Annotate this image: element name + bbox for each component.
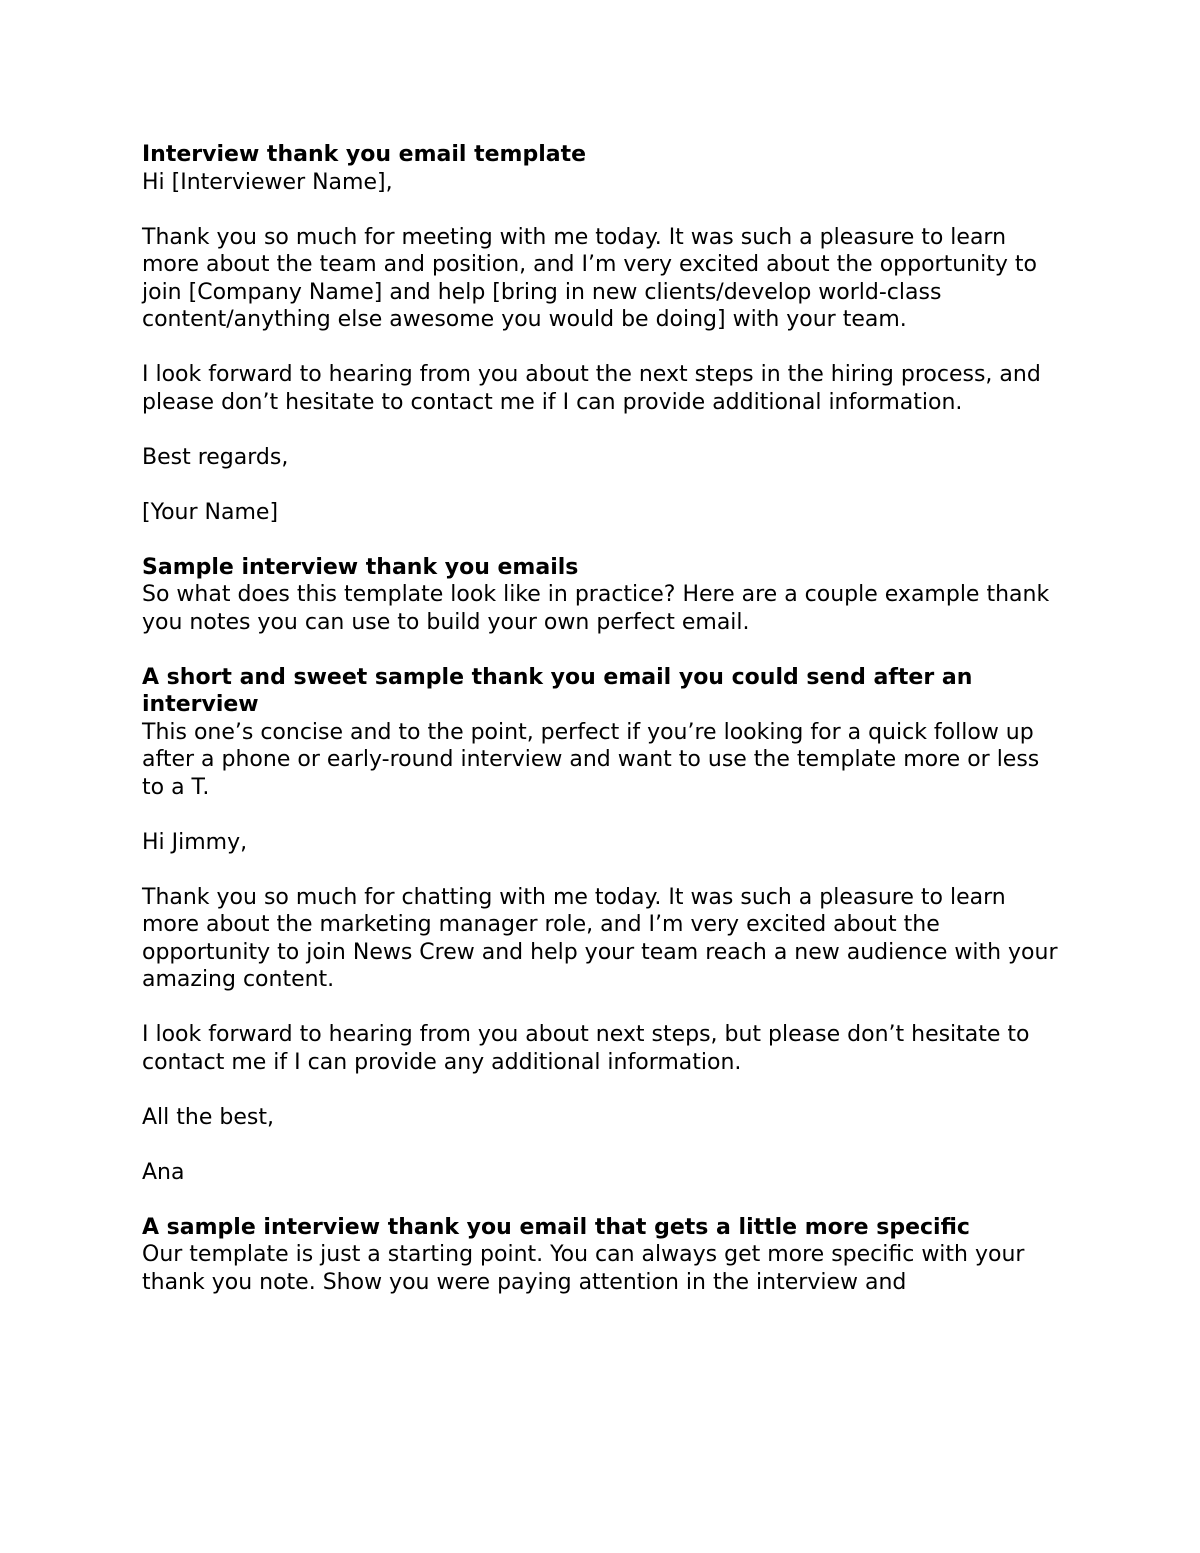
- paragraph-samples-intro: So what does this template look like in practice? Here are a couple example thank you notes you can use to build your own perfect email.: [142, 582, 1050, 635]
- section-heading-template: Interview thank you email template: [142, 142, 587, 167]
- greeting-short-sample: Hi Jimmy,: [142, 829, 248, 855]
- section-heading-samples: Sample interview thank you emails: [142, 554, 579, 580]
- paragraph-short-sample-body: Thank you so much for chatting with me today. It was such a pleasure to learn more about the marketing manager role, and I’m very excited about the opportunity to join News Crew and help your team reach a new audience with your amazing content.: [142, 884, 1058, 992]
- section-heading-specific-sample: A sample interview thank you email that gets a little more specific: [142, 1214, 970, 1240]
- paragraph-template-body: Thank you so much for meeting with me today. It was such a pleasure to learn more about the team and position, and I’m very excited about the opportunity to join [Company Name] and help [bring in new clients/develop world-class content/anything else awesome you would be doing] with your team.: [142, 224, 1037, 332]
- document-body: [142, 141, 1067, 1296]
- paragraph-specific-sample-intro: Our template is just a starting point. You can always get more specific with your thank you note. Show you were paying attention in the interview and: [142, 1242, 1025, 1295]
- signoff-template: Best regards,: [142, 444, 289, 470]
- section-heading-short-sample: A short and sweet sample thank you email you could send after an interview: [142, 664, 973, 717]
- signature-template: [Your Name]: [142, 499, 279, 525]
- paragraph-template-followup: I look forward to hearing from you about the next steps in the hiring process, and please don’t hesitate to contact me if I can provide additional information.: [142, 362, 1041, 415]
- signoff-short-sample: All the best,: [142, 1104, 274, 1130]
- signature-short-sample: Ana: [142, 1159, 185, 1185]
- paragraph-short-sample-intro: This one’s concise and to the point, perfect if you’re looking for a quick follow up after a phone or early-round interview and want to use the template more or less to a T.: [142, 719, 1040, 800]
- greeting-template: Hi [Interviewer Name],: [142, 169, 393, 195]
- paragraph-short-sample-followup: I look forward to hearing from you about next steps, but please don’t hesitate to contact me if I can provide any additional information.: [142, 1022, 1030, 1075]
